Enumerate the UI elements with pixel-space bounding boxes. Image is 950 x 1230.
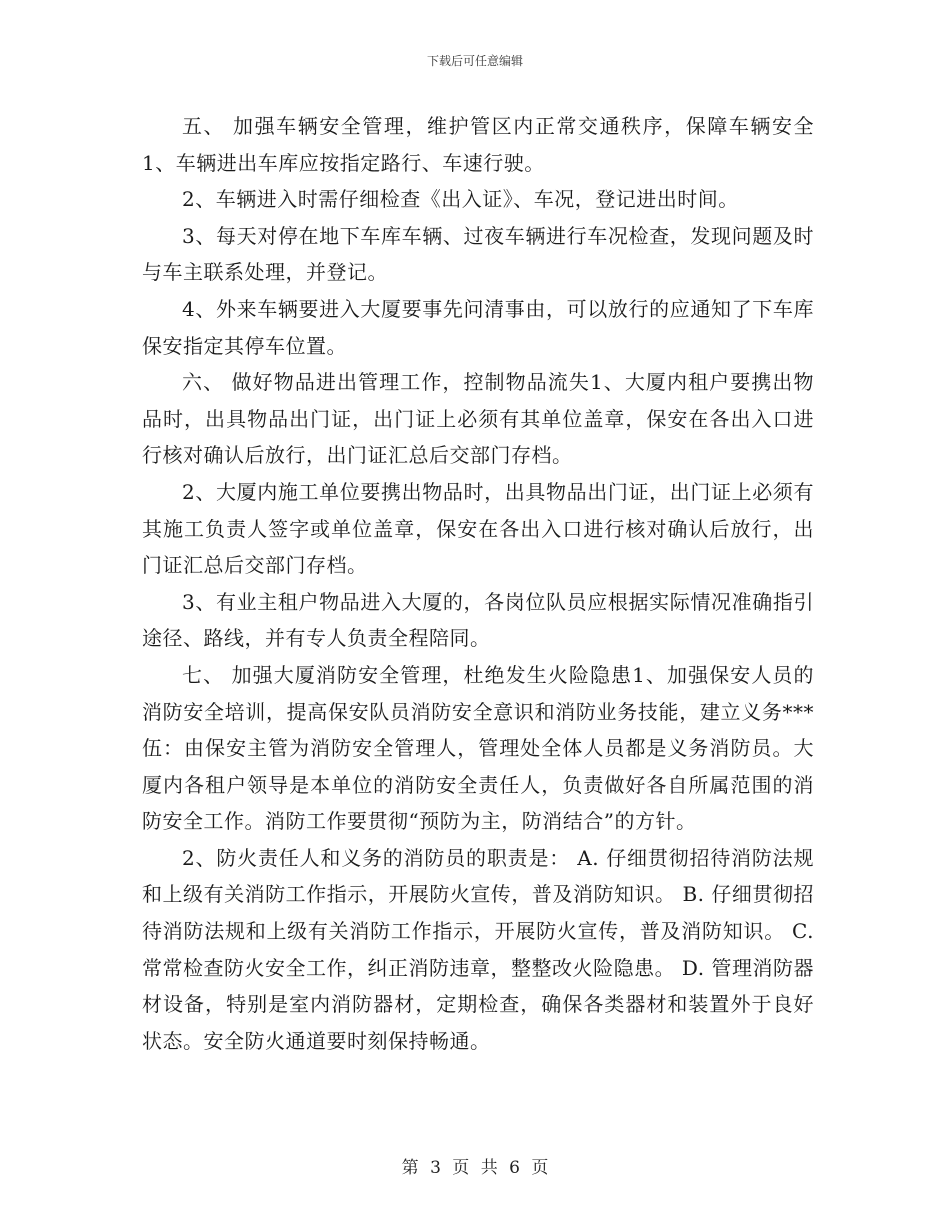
paragraph-section-5: 五、 加强车辆安全管理，维护管区内正常交通秩序，保障车辆安全1、车辆进出车库应按指定路行、车速行驶。 bbox=[142, 114, 814, 175]
paragraph-item: 2、车辆进入时需仔细检查《出入证》、车况，登记进出时间。 bbox=[182, 187, 739, 212]
page-header: 下载后可任意编辑 bbox=[426, 54, 523, 68]
page-footer: 第 3 页 共 6 页 bbox=[401, 1158, 549, 1178]
document-body bbox=[142, 108, 814, 1059]
paragraph-item: 3、有业主租户物品进入大厦的，各岗位队员应根据实际情况准确指引途径、路线，并有专人负责全程陪同。 bbox=[142, 589, 814, 651]
paragraph-section-6: 六、 做好物品进出管理工作，控制物品流失1、大厦内租户要携出物品时，出具物品出门证，出门证上必须有其单位盖章，保安在各出入口进行核对确认后放行，出门证汇总后交部门存档。 bbox=[142, 370, 814, 468]
paragraph-item: 2、防火责任人和义务的消防员的职责是： A. 仔细贯彻招待消防法规和上级有关消防工作指示，开展防火宣传，普及消防知识。 B. 仔细贯彻招待消防法规和上级有关消防工作指示，开展防火宣传，普及消防知识。 C. 常常检查防火安全工作，纠正消防违章，整整改火险隐患。 D. 管理消防器材设备，特别是室内消防器材，定期检查，确保各类器材和装置外于良好状态。安全防火通道要时刻保持畅通。 bbox=[142, 845, 814, 1053]
paragraph-item: 2、大厦内施工单位要携出物品时，出具物品出门证，出门证上必须有其施工负责人签字或单位盖章，保安在各出入口进行核对确认后放行，出门证汇总后交部门存档。 bbox=[142, 479, 814, 578]
paragraph-section-7: 七、 加强大厦消防安全管理，杜绝发生火险隐患1、加强保安人员的消防安全培训，提高保安队员消防安全意识和消防业务技能，建立义务***伍：由保安主管为消防安全管理人，管理处全体人员都是义务消防员。大厦内各租户领导是本单位的消防安全责任人，负责做好各自所属范围的消防安全工作。消防工作要贯彻“预防为主，防消结合”的方针。 bbox=[142, 662, 814, 834]
paragraph-item: 4、外来车辆要进入大厦要事先问清事由，可以放行的应通知了下车库保安指定其停车位置。 bbox=[142, 296, 814, 358]
paragraph-item: 3、每天对停在地下车库车辆、过夜车辆进行车况检查，发现问题及时与车主联系处理，并登记。 bbox=[142, 223, 814, 285]
